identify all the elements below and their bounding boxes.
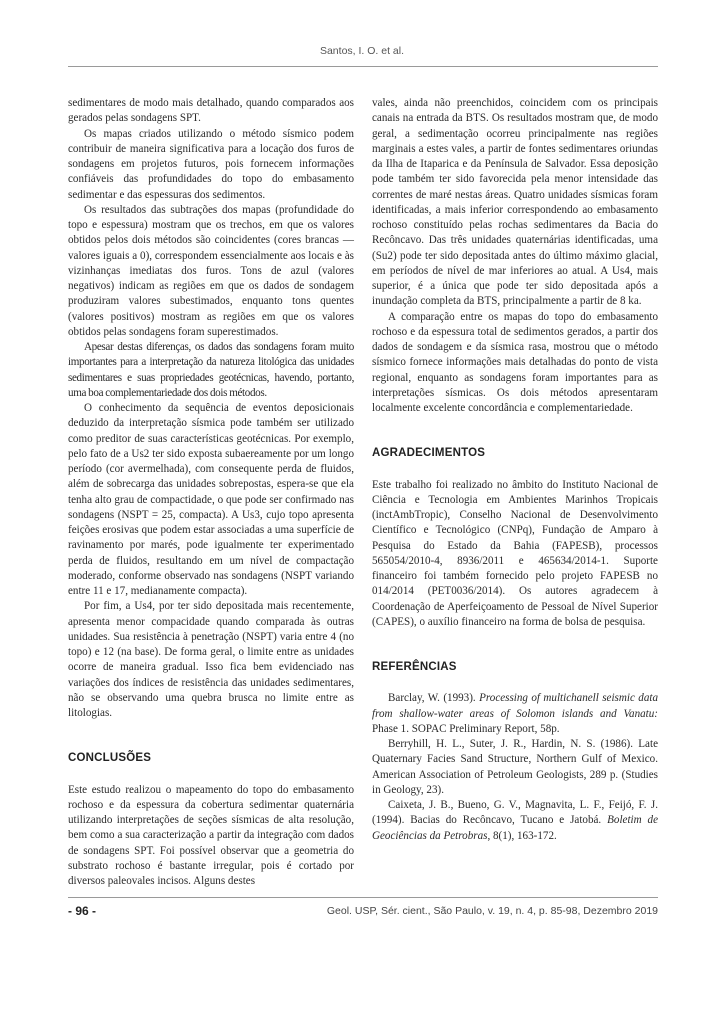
page-number: - 96 - [68, 904, 97, 918]
body-paragraph: Apesar destas diferenças, os dados das sondagens foram muito importantes para a interpretação da natureza litológica das unidades sedimentares e suas propriedades geotécnicas, havendo, portanto, uma boa complementariedade dos dois métodos. [68, 341, 354, 399]
reference-entry [372, 737, 658, 798]
body-paragraph: O conhecimento da sequência de eventos deposicionais deduzido da interpretação sísmica pode também ser utilizado como preditor de suas características geotécnicas. Por exemplo, pelo fato de a Us2 ter sido exposta subaereamente por um longo período (cor avermelhada), com consequente perda de fluidos, além de sobrecarga das unidades sobrepostas, espera-se que ela tenha alto grau de compactidade, o que pode ser confirmado nas sondagens (NSPT = 25, compacta). A Us3, cujo topo apresenta feições erosivas que podem estar associadas a uma superfície de ravinamento por marés, pode igualmente ter experimentado perda de fluidos, resultando em um nível de compactação moderado, conforme observado nas sondagens (NSPT variando entre 11 e 17, medianamente compacta). [68, 402, 354, 597]
header-rule [68, 66, 658, 67]
reference-entry [372, 798, 658, 844]
reference-text: Caixeta, J. B., Bueno, G. V., Magnavita, L. F., Feijó, F. J. (1994). Bacias do Recôncavo, Tucano e Jatobá. [372, 799, 658, 827]
reference-text: Phase 1. SOPAC Preliminary Report, 58p. [372, 722, 560, 735]
body-paragraph: Por fim, a Us4, por ter sido depositada mais recentemente, apresenta menor compacidade quando comparada às outras unidades. Sua resistência à penetração (NSPT) varia entre 4 (no topo) e 12 (na base). De forma geral, o limite entre as unidades ocorre de maneira gradual. Isso fica bem evidenciado nas variações dos índices de resistência das unidades sedimentares, não se observando uma quebra brusca no limite entre as litologias. [68, 600, 354, 719]
reference-text: Barclay, W. (1993). [388, 692, 480, 705]
reference-title: Processing of multichanell seismic data from shallow-water areas of Solomon islands and Vanatu: [372, 692, 658, 720]
body-paragraph: A comparação entre os mapas do topo do embasamento rochoso e da espessura total de sedimentos gerados, a partir dos dados de sondagem e da sísmica rasa, mostrou que o método sísmico fornece informações mais detalhadas do ponto de vista regional, enquanto as sondagens foram importantes para as interpretações sísmicas. Os dois métodos apresentaram localmente excelente concordância e complementariedade. [372, 310, 658, 414]
reference-entry [372, 691, 658, 737]
right-column [372, 96, 658, 844]
body-paragraph: Os resultados das subtrações dos mapas (profundidade do topo e espessura) mostram que os trechos, em que os valores obtidos pelos dois métodos são coincidentes (cores brancas — valores iguais a 0), correspondem essencialmente aos locais e às vizinhanças imediatas dos furos. Tons de azul (valores negativos) indicam as regiões em que os dados de sondagem produziram valores subestimados, enquanto tons quentes (valores positivos) mostram as regiões em que os valores obtidos pelas sondagens foram superestimados. [68, 203, 354, 338]
running-head: Santos, I. O. et al. [319, 45, 405, 57]
section-heading-acknowledgements: AGRADECIMENTOS [372, 447, 486, 460]
section-heading-conclusions: CONCLUSÕES [68, 752, 152, 765]
body-paragraph: sedimentares de modo mais detalhado, quando comparados aos gerados pelas sondagens SPT. [68, 97, 354, 125]
reference-text: , 8(1), 163-172. [487, 829, 557, 842]
left-column [68, 96, 354, 889]
section-heading-references: REFERÊNCIAS [372, 661, 457, 673]
body-paragraph: Este estudo realizou o mapeamento do topo do embasamento rochoso e da espessura da cobertura sedimentar quaternária utilizando interpretações de seções sísmicas de alta resolução, bem como a sua caracterização a partir da integração com dados de sondagens SPT. Foi possível observar que a geometria do substrato rochoso é bastante irregular, pois é cortado por diversos paleovales incisos. Alguns destes [68, 783, 354, 887]
journal-citation: Geol. USP, Sér. cient., São Paulo, v. 19, n. 4, p. 85-98, Dezembro 2019 [326, 905, 658, 917]
body-paragraph: Os mapas criados utilizando o método sísmico podem contribuir de maneira significativa para a locação dos furos de sondagens em projetos futuros, pois fornecem informações confiáveis das profundidades do topo do embasamento sedimentar e das espessuras dos sedimentos. [68, 127, 354, 201]
reference-text: Berryhill, H. L., Suter, J. R., Hardin, N. S. (1986). Late Quaternary Facies Sand Structure, Northern Gulf of Mexico. American Association of Petroleum Geologists, 289 p. (Studies in Geology, 23). [372, 738, 658, 796]
body-paragraph: vales, ainda não preenchidos, coincidem com os principais canais na entrada da BTS. Os resultados mostram que, de modo geral, a sedimentação ocorreu principalmente nas regiões marginais a estes vales, a partir de fontes sedimentares oriundas da Ilha de Itaparica e da Península de Salvador. Essa deposição pode também ter sido favorecida pela menor intensidade das correntes de maré nestas áreas. Quatro unidades sísmicas foram identificadas, a mais inferior correspondendo ao embasamento rochoso constituído pelas rochas sedimentares da Bacia do Recôncavo. Das três unidades quaternárias identificadas, uma (Su2) pode ter sido depositada antes do último máximo glacial, em períodos de nível de mar inferiores ao atual. A Us4, mais superior, é a única que pode ter sido depositada após a inundação completa da BTS, principalmente a partir de 8 ka. [372, 97, 658, 308]
reference-title: Boletim de Geociências da Petrobras [372, 814, 659, 842]
footer-rule [68, 897, 658, 898]
body-paragraph: Este trabalho foi realizado no âmbito do Instituto Nacional de Ciência e Tecnologia em Ambientes Marinhos Tropicais (inctAmbTropic), Conselho Nacional de Desenvolvimento Científico e Tecnológico (CNPq), Fundação de Amparo à Pesquisa do Estado da Bahia (FAPESB), processos 565054/2010-4, 8936/2011 e 465634/2014-1. Suporte financeiro foi também fornecido pelo projeto FAPESB no 014/2014 (PET0036/2014). Os autores agradecem à Coordenação de Aperfeiçoamento de Pessoal de Nível Superior (CAPES), o auxílio financeiro na forma de bolsa de pesquisa. [372, 478, 658, 628]
